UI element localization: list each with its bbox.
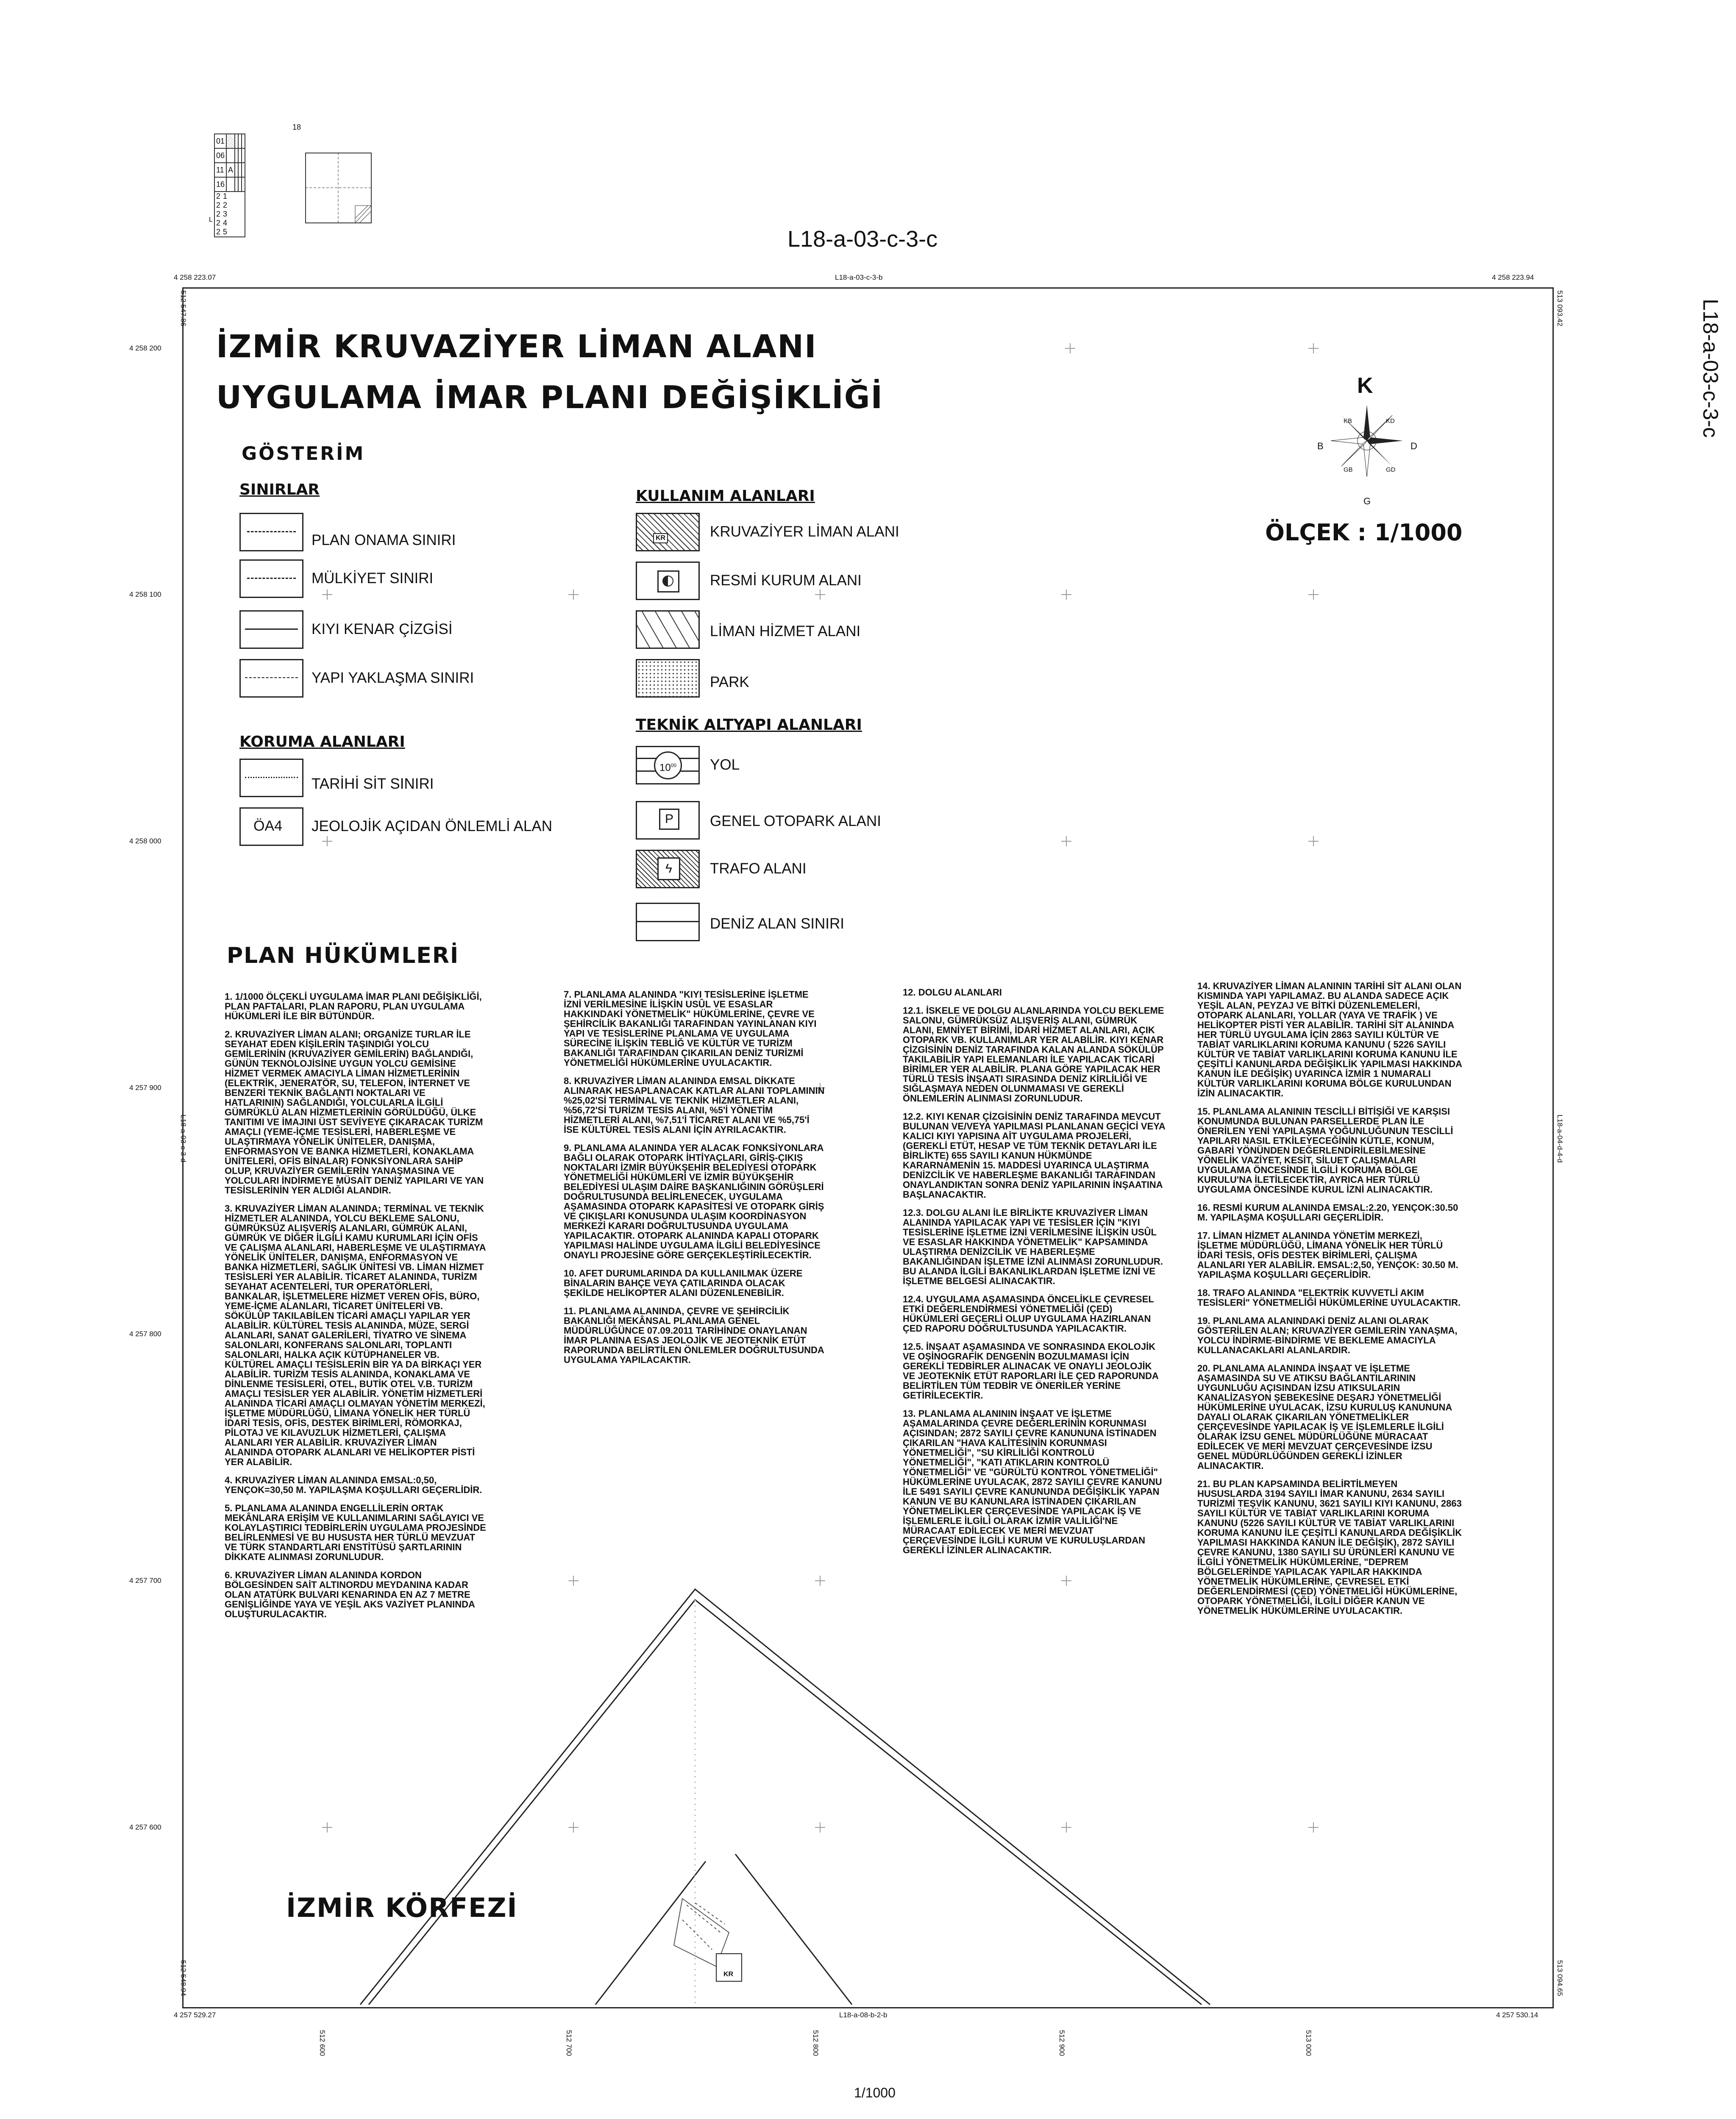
yol-swatch <box>636 746 700 784</box>
hukum-item: 14. KRUVAZİYER LİMAN ALANININ TARİHİ SİT ALANI OLAN KISMINDA YAPI YAPILAMAZ. BU ALANDA SADECE AÇIK YEŞİL ALAN, PEYZAJ VE BİTKİ DÜZENLEMELERİ, OTOPARK ALANLARI, YOLLAR (YAYA VE TRAFİK ) VE HELİKOPTER PİSTİ YER ALABİLİR. TARİHİ SİT ALANINDA HER TÜRLÜ UYGULAMA İÇİN 2863 SAYILI KÜLTÜR VE TABİAT VARLIKLARINI KORUMA KANUNU ( 5226 SAYILI KÜLTÜR VE TABİAT VARLIKLARINI KORUMA KANUNU İLE ÇEŞİTLİ KANUNLARDA DEĞİŞİKLİK YAPILMASI HAKKINDA KANUN İLE DEĞİŞİK) UYARINCA İZMİR 1 NUMARALI KÜLTÜR VARLIKLARINI KORUMA BÖLGE KURULUNDAN İZİN ALINACAKTIR. <box>1197 981 1462 1098</box>
compass-north: K <box>1357 373 1373 398</box>
hukum-column-1 <box>225 992 487 1627</box>
hukum-item: 17. LİMAN HİZMET ALANINDA YÖNETİM MERKEZİ, İŞLETME MÜDÜRLÜĞÜ, LİMANA YÖNELİK HER TÜRLÜ İDARİ TESİS, OFİS DESTEK BİRİMLERİ, ÇALIŞMA ALANLARI YER ALABİLİR. EMSAL:2,50, YENÇOK: 30.50 M. YAPILAŞMA KOŞULLARI GEÇERLİDİR. <box>1197 1230 1458 1280</box>
hukum-item: 10. AFET DURUMLARINDA DA KULLANILMAK ÜZERE BİNALARIN BAHÇE VEYA ÇATILARINDA OLACAK ŞEKİLDE HELİKOPTER ALANI DÜZENLENEBİLİR. <box>564 1268 803 1298</box>
compass <box>1314 373 1420 509</box>
hukum-column-3 <box>903 987 1166 1563</box>
neighbor-bottom: L18-a-08-b-2-b <box>839 2011 887 2019</box>
hukum-item: 12.4. UYGULAMA AŞAMASINDA ÖNCELİKLE ÇEVRESEL ETKİ DEĞERLENDİRMESİ YÖNETMELİĞİ (ÇED) HÜKÜMLERİ GEÇERLİ OLUP UYGULAMA HAZIRLANAN ÇED RAPORU DOĞRULTUSUNDA YAPILACAKTIR. <box>903 1294 1154 1334</box>
hukum-item: 2. KRUVAZİYER LİMAN ALANI; ORGANİZE TURLAR İLE SEYAHAT EDEN KİŞİLERİN TAŞINDIĞI YOLCU GEMİLERİNİN (KRUVAZİYER GEMİLERİN) BAĞLANDIĞI, GÜNÜN TEKNOLOJİSİNE UYGUN YOLCU GEMİSİNE HİZMET VERMEK AMACIYLA LİMAN HİZMETLERİNİN (ELEKTRİK, JENERATÖR, SU, TELEFON, İNTERNET VE BENZERİ TEKNİK BAĞLANTI NOKTALARI VE HATLARININ) SAĞLANDIĞI, YOLCULARLA İLGİLİ GÜMRÜKLÜ ALAN HİZMETLERİNİN GÖRÜLDÜĞÜ, ÜLKE TANITIMI VE İMAJINI ÜST SEVİYEYE ÇIKARACAK TURİZM AMAÇLI (YEME-İÇME TESİSLERİ, HABERLEŞME VE ULAŞTIRMAYA YÖNELİK ÜNİTELER, DANIŞMA, ENFORMASYON VE BANKA HİZMETLERİ, KONAKLAMA ÜNİTELERİ, OFİS BİNALAR) FONKSİYONLARA SAHİP OLUP, KRUVAZİYER GEMİLERİN YANAŞMASINA VE YOLCULARI İNDİRMEYE MÜSAİT DENİZ YAPILARI VE YAN TESİSLERİNİN YER ALDIĞI ALANDIR. <box>225 1029 484 1196</box>
coord-left-top-v: 512 547.86 <box>179 290 187 327</box>
hukum-item: 8. KRUVAZİYER LİMAN ALANINDA EMSAL DİKKATE ALINARAK HESAPLANACAK KATLAR ALANI TOPLAMININ %25,02'Sİ TERMİNAL VE TEKNİK HİZMETLER ALANI, %56,72'Sİ TURİZM TESİS ALANI, %5'İ YÖNETİM HİZMETLERİ ALANI, %7,51'İ TİCARET ALANI VE %5,75'İ İSE KÜLTÜREL TESİS ALANI İÇİN AYRILACAKTIR. <box>564 1076 825 1135</box>
sinirlar-heading: SINIRLAR <box>239 481 320 498</box>
hukum-item: 19. PLANLAMA ALANINDAKİ DENİZ ALANI OLARAK GÖSTERİLEN ALAN; KRUVAZİYER GEMİLERİN YANAŞMA, YOLCU İNDİRME-BİNDİRME VE BEKLEME AMACIYLA KULLANACAKLARI ALANLARDIR. <box>1197 1315 1458 1355</box>
legend-sinir: YAPI YAKLAŞMA SINIRI <box>312 670 474 686</box>
tarihi-sit-swatch <box>239 759 303 797</box>
index-cell: 16 <box>214 177 226 192</box>
northing-label: 4 257 800 <box>129 1330 161 1338</box>
hukum-item: 3. KRUVAZİYER LİMAN ALANINDA; TERMİNAL VE TEKNİK HİZMETLER ALANINDA, YOLCU BEKLEME SALONU, GÜMRÜKSÜZ ALIŞVERİŞ ALANLARI, GÜMRÜK ALANI, GÜMRÜK VE DİĞER İLGİLİ KAMU KURUMLARI İÇİN OFİS VE ÇALIŞMA ALANLARI, HABERLEŞME VE ULAŞTIRMAYA YÖNELİK ÜNİTELER, DANIŞMA, ENFORMASYON VE BANKA HİZMETLERİ, SAĞLIK ÜNİTESİ VB. LİMAN HİZMET TESİSLERİ YER ALABİLİR. TİCARET ALANINDA, TURİZM SEYAHAT ACENTELERİ, TUR OPERATÖRLERİ, BANKALAR, İŞLETMELERE HİZMET VEREN OFİS, BÜRO, YEME-İÇME ALANLARI, TİCARET ÜNİTELERİ VB. SÖKÜLÜP TAKILABİLEN TİCARİ AMAÇLI YAPILAR YER ALABİLİR. KÜLTÜREL TESİS ALANINDA, MÜZE, SERGİ ALANLARI, SANAT GALERİLERİ, TİYATRO VE SİNEMA SALONLARI, KONFERANS SALONLARI, TOPLANTI SALONLARI, HALKA AÇIK KÜTÜPHANELER VB. KÜLTÜREL AMAÇLI TESİSLERİN BİR YA DA BİRKAÇI YER ALABİLİR. TURİZM TESİS ALANINDA, KONAKLAMA VE DİNLENME TESİSLERİ, OTEL, BUTİK OTEL V.B. TURİZM AMAÇLI TESİSLER YER ALABİLİR. YÖNETİM HİZMETLERİ ALANINDA TİCARİ AMAÇLI OLMAYAN YÖNETİM MERKEZİ, İŞLETME MÜDÜRLÜĞÜ, LİMANA YÖNELİK HER TÜRLÜ İDARİ TESİS, OFİS, DESTEK BİRİMLERİ, RÖMORKAJ, PİLOTAJ VE KILAVUZLUK HİZMETLERİ, ÇALIŞMA ALANLARI YER ALABİLİR. KRUVAZİYER LİMAN ALANINDA OTOPARK ALANLARI VE HELİKOPTER PİSTİ YER ALABİLİR. <box>225 1203 486 1467</box>
index-left-label: L <box>209 216 213 223</box>
hukum-item: 18. TRAFO ALANINDA "ELEKTRİK KUVVETLİ AKIM TESİSLERİ" YÖNETMELİĞİ HÜKÜMLERİNE UYULACAKTIR. <box>1197 1288 1461 1308</box>
plan-title-line2: UYGULAMA İMAR PLANI DEĞİŞİKLİĞİ <box>216 379 884 416</box>
legend-teknik: TRAFO ALANI <box>710 860 807 877</box>
index-cell: 21 22 23 24 25 <box>214 192 245 237</box>
northing-label: 4 257 600 <box>129 1823 161 1831</box>
compass-nw: KB <box>1344 417 1352 425</box>
northing-label: 4 257 700 <box>129 1577 161 1585</box>
index-letter: A <box>226 163 235 177</box>
yol-box-label <box>654 751 682 779</box>
jeolojik-swatch <box>239 807 303 846</box>
resmi-kurum-swatch <box>636 562 700 600</box>
easting-label: 513 000 <box>1305 2030 1313 2056</box>
easting-label: 512 800 <box>812 2030 820 2056</box>
hukum-item: 13. PLANLAMA ALANININ İNŞAAT VE İŞLETME AŞAMALARINDA ÇEVRE DEĞERLERİNİN KORUNMASI AÇISINDAN; 2872 SAYILI ÇEVRE KANUNUNA İSTİNADEN ÇIKARILAN "HAVA KALİTESİNİN KORUNMASI YÖNETMELİĞİ", "SU KİRLİLİĞİ KONTROLÜ YÖNETMELİĞİ", "KATI ATIKLARIN KONTROLÜ YÖNETMELİĞİ" VE "GÜRÜLTÜ KONTROL YÖNETMELİĞİ" HÜKÜMLERİNE UYULACAK, 2872 SAYILI ÇEVRE KANUNU İLE 5491 SAYILI ÇEVRE KANUNUNDA DEĞİŞİKLİK YAPAN KANUN VE BU KANUNLARA İSTİNADEN ÇIKARILAN YÖNETMELİKLER ÇERÇEVESİNDE YAPILACAK İŞ VE İŞLEMLERLE İLGİLİ OLARAK İZMİR VALİLİĞİ'NE MÜRACAAT EDİLECEK VE MERİ MEVZUAT ÇERÇEVESİNDE İLGİLİ KURUM VE KURULUŞLARDAN GEREKLİ İZİNLER ALINACAKTIR. <box>903 1408 1162 1555</box>
compass-sw: GB <box>1344 466 1353 473</box>
legend-kullanim: LİMAN HİZMET ALANI <box>710 623 861 640</box>
deniz-alan-swatch <box>636 903 700 941</box>
liman-hizmet-swatch <box>636 610 700 649</box>
scale-bottom: 1/1000 <box>854 2085 896 2100</box>
kullanim-heading: KULLANIM ALANLARI <box>636 487 815 505</box>
mulkiyet-swatch <box>239 559 303 598</box>
legend-teknik: DENİZ ALAN SINIRI <box>710 915 845 932</box>
kr-box-label: KR <box>653 533 668 543</box>
coord-bottom-right: 4 257 530.14 <box>1496 2011 1538 2019</box>
index-cell: 11 <box>214 163 226 177</box>
yapi-yaklasma-swatch <box>239 659 303 698</box>
index-top-number: 18 <box>292 123 301 131</box>
legend-teknik: YOL <box>710 756 740 773</box>
scale-text: ÖLÇEK : 1/1000 <box>1265 519 1463 546</box>
hukum-item: 11. PLANLAMA ALANINDA, ÇEVRE VE ŞEHİRCİLİK BAKANLIĞI MEKÂNSAL PLANLAMA GENEL MÜDÜRLÜĞÜNCE 07.09.2011 TARİHİNDE ONAYLANAN İMAR PLANINA ESAS JEOLOJİK VE JEOTEKNİK ETÜT RAPORUNDA BELİRTİLEN ÖNLEMLER DOĞRULTUSUNDA UYGULAMA YAPILACAKTIR. <box>564 1306 824 1365</box>
hukum-column-4 <box>1197 981 1464 1624</box>
compass-ne: KD <box>1386 417 1395 425</box>
map-label-izmir-korfezi: İZMİR KÖRFEZİ <box>286 1892 518 1923</box>
kruvaziyer-swatch <box>636 513 700 551</box>
easting-label: 512 900 <box>1058 2030 1066 2056</box>
compass-south: G <box>1363 496 1371 506</box>
legend-koruma: TARİHİ SİT SINIRI <box>312 776 434 792</box>
legend-sinir: MÜLKİYET SINIRI <box>312 570 434 587</box>
coord-bottom-left: 4 257 529.27 <box>174 2011 216 2019</box>
legend-koruma: JEOLOJİK AÇIDAN ÖNLEMLİ ALAN <box>312 818 552 834</box>
legend-heading: GÖSTERİM <box>242 443 365 464</box>
hukum-item: 6. KRUVAZİYER LİMAN ALANINDA KORDON BÖLGESİNDEN SAİT ALTINORDU MEYDANINA KADAR OLAN ATATÜRK BULVARI KENARINDA EN AZ 7 METRE GENİŞLİĞİNDE YAYA VE YEŞİL AKS VAZİYET PLANINDA OLUŞTURULACAKTIR. <box>225 1570 475 1619</box>
neighbor-top: L18-a-03-c-3-b <box>835 273 883 281</box>
northing-label: 4 258 100 <box>129 590 161 598</box>
sheet-code-right: L18-a-03-c-3-c <box>1699 299 1722 438</box>
hukum-item: 5. PLANLAMA ALANINDA ENGELLİLERİN ORTAK MEKÂNLARA ERİŞİM VE KULLANIMLARINI SAĞLAYICI VE KOLAYLAŞTIRICI TEDBİRLERİN UYGULAMA PROJESİNDE BELİRLENMESİ VE BU HUSUSTA HER TÜRLÜ MEVZUAT VE TÜRK STANDARTLARI ENSTİTÜSÜ ŞARTLARININ DİKKATE ALINMASI ZORUNLUDUR. <box>225 1503 486 1562</box>
legend-sinir: PLAN ONAMA SINIRI <box>312 532 456 548</box>
coord-left-bottom-v: 512 548.94 <box>179 1960 187 1997</box>
otopark-box-label: P <box>659 809 679 830</box>
northing-label: 4 257 900 <box>129 1084 161 1092</box>
sheet-code-top: L18-a-03-c-3-c <box>787 226 938 252</box>
plan-hukumleri-heading: PLAN HÜKÜMLERİ <box>227 943 459 968</box>
plan-title-line1: İZMİR KRUVAZİYER LİMAN ALANI <box>216 328 817 365</box>
hukum-item: 16. RESMİ KURUM ALANINDA EMSAL:2.20, YENÇOK:30.50 M. YAPILAŞMA KOŞULLARI GEÇERLİDİR. <box>1197 1202 1458 1223</box>
index-cell: 01 <box>214 134 226 148</box>
neighbor-right: L18-a-04-d-4-d <box>1556 1115 1564 1163</box>
legend-sinir: KIYI KENAR ÇİZGİSİ <box>312 621 453 637</box>
hukum-column-2 <box>564 990 826 1373</box>
coord-top-right: 4 258 223.94 <box>1492 273 1534 281</box>
trafo-swatch <box>636 850 700 888</box>
teknik-heading: TEKNİK ALTYAPI ALANLARI <box>636 716 862 734</box>
index-cell: 06 <box>214 148 226 163</box>
legend-kullanim: KRUVAZİYER LİMAN ALANI <box>710 523 899 540</box>
plan-onama-swatch <box>239 513 303 551</box>
hukum-item: 4. KRUVAZİYER LİMAN ALANINDA EMSAL:0,50, YENÇOK=30,50 M. YAPILAŞMA KOŞULLARI GEÇERLİDİR. <box>225 1475 482 1495</box>
coord-right-bottom-v: 513 094.65 <box>1556 1960 1564 1997</box>
kiyi-kenar-swatch <box>239 610 303 649</box>
yol-width: 10 <box>659 762 671 773</box>
legend-kullanim: RESMİ KURUM ALANI <box>710 572 862 589</box>
hukum-item: 12.5. İNŞAAT AŞAMASINDA VE SONRASINDA EKOLOJİK VE OŞİNOGRAFİK DENGENİN BOZULMAMASI İÇİN GEREKLİ TEDBİRLER ALINACAK VE ONAYLI JEOLOJİK VE JEOTEKNİK ETÜT RAPORLARI İLE ÇED RAPORUNDA BELİRTİLEN TÜM TEDBİR VE ÖNERİLER YERİNE GETİRİLECEKTİR. <box>903 1341 1159 1401</box>
neighbor-left: L18-a-03-c-3-d <box>179 1115 187 1162</box>
hukum-item: 21. BU PLAN KAPSAMINDA BELİRTİLMEYEN HUSUSLARDA 3194 SAYILI İMAR KANUNU, 2634 SAYILI TURİZMİ TEŞVİK KANUNU, 3621 SAYILI KIYI KANUNU, 2863 SAYILI KÜLTÜR VE TABİAT VARLIKLARINI KORUMA KANUNU (5226 SAYILI KÜLTÜR VE TABİAT VARLIKLARINI KORUMA KANUNU İLE ÇEŞİTLİ KANUNLARDA DEĞİŞİKLİK YAPILMASI HAKKINDA KANUN İLE DEĞİŞİK), 2872 SAYILI ÇEVRE KANUNU, 1380 SAYILI SU ÜRÜNLERİ KANUNU VE İLGİLİ YÖNETMELİK HÜKÜMLERİNE, "DEPREM BÖLGELERİNDE YAPILACAK YAPILAR HAKKINDA YÖNETMELİK HÜKÜMLERİNE, ÇEVRESEL ETKİ DEĞERLENDİRMESİ (ÇED) YÖNETMELİĞİ HÜKÜMLERİNE, OTOPARK YÖNETMELİĞİ, İLGİLİ DİĞER KANUN VE YÖNETMELİK HÜKÜMLERİNE UYULACAKTIR. <box>1197 1479 1462 1616</box>
otopark-swatch <box>636 801 700 840</box>
hukum-item: 9. PLANLAMA ALANINDA YER ALACAK FONKSİYONLARA BAĞLI OLARAK OTOPARK İHTİYAÇLARI, GİRİŞ-ÇIKIŞ NOKTALARI İZMİR BÜYÜKŞEHİR BELEDİYESİ OTOPARK YÖNETMELİĞİ HÜKÜMLERİ VE İZMİR BÜYÜKŞEHİR BELEDİYESİ ULAŞIM DAİRE BAŞKANLIĞININ GÖRÜŞLERİ DOĞRULTUSUNDA BELİRLENECEK, UYGULAMA AŞAMASINDA OTOPARK KAPASİTESİ VE OTOPARK GİRİŞ VE ÇIKIŞLARI KONUSUNDA ULAŞIM KOORDİNASYON MERKEZİ KARARI DOĞRULTUSUNDA UYGULAMA YAPILACAKTIR. OTOPARK ALANINDA KAPALI OTOPARK YAPILMASI HALİNDE UYGULAMA İLGİLİ BELEDİYESİNCE ONAYLI PROJESİNE GÖRE GERÇEKLEŞTİRİLECEKTİR. <box>564 1143 824 1260</box>
northing-label: 4 258 200 <box>129 344 161 352</box>
northing-label: 4 258 000 <box>129 837 161 845</box>
compass-se: GD <box>1386 466 1396 473</box>
koruma-heading: KORUMA ALANLARI <box>239 733 405 751</box>
compass-east: D <box>1410 441 1417 451</box>
hukum-item: 15. PLANLAMA ALANININ TESCİLLİ BİTİŞİĞİ VE KARŞISI KONUMUNDA BULUNAN PARSELLERDE PLAN İLE ÖNERİLEN YENİ YAPILAŞMA YOĞUNLUĞUNUN TESCİLLİ YAPILARI NASIL ETKİLEYECEĞİNİN KÜTLE, KONUM, GABARİ YÖNÜNDEN DEĞERLENDİRİLEBİLMESİNE YÖNELİK VAZİYET, KESİT, SİLUET ÇALIŞMALARI UYGULAMA ÖNCESİNDE İLGİLİ KORUMA BÖLGE KURULU'NA İLETİLECEKTİR, AYRICA HER TÜRLÜ UYGULAMA ÖNCESİNDE KURUL İZNİ ALINACAKTIR. <box>1197 1106 1453 1195</box>
legend-kullanim: PARK <box>710 674 749 690</box>
hukum-item: 20. PLANLAMA ALANINDA İNŞAAT VE İŞLETME AŞAMASINDA SU VE ATIKSU BAĞLANTILARININ UYGUNLUĞU AÇISINDAN İZSU ATIKSULARIN KANALİZASYON ŞEBEKESİNE DEŞARJ YÖNETMELİĞİ HÜKÜMLERİNE UYULACAK, İZSU KURULUŞ KANUNUNA DAYALI OLARAK ÇIKARILAN YÖNETMELİKLER ÇERÇEVESİNDE YAPILACAK İŞ VE İŞLEMLERLE İLGİLİ OLARAK İZSU GENEL MÜDÜRLÜĞÜNE MÜRACAAT EDİLECEK VE MERİ MEVZUAT ÇERÇEVESİNDE İZSU GENEL MÜDÜRLÜĞÜNDEN GEREKLİ İZİNLER ALINACAKTIR. <box>1197 1363 1452 1471</box>
coord-top-left: 4 258 223.07 <box>174 273 216 281</box>
hukum-item: 12. DOLGU ALANLARI <box>903 987 1002 998</box>
map-kr-symbol: KR <box>723 1971 734 1978</box>
yol-width-sup: 00 <box>670 762 677 768</box>
compass-west: B <box>1317 441 1324 451</box>
legend-teknik: GENEL OTOPARK ALANI <box>710 813 881 829</box>
coord-right-top-v: 513 093.42 <box>1556 290 1564 327</box>
hukum-item: 12.2. KIYI KENAR ÇİZGİSİNİN DENİZ TARAFINDA MEVCUT BULUNAN VE/VEYA YAPILMASI PLANLANAN GEÇİCİ VEYA KALICI KIYI YAPISINA AİT UYGULAMA PROJELERİ, (GEREKLİ ETÜT, HESAP VE TÜM TEKNİK DETAYLARI İLE BİRLİKTE) 655 SAYILI KANUN HÜKMÜNDE KARARNAMENİN 15. MADDESİ UYARINCA ULAŞTIRMA DENİZCİLİK VE HABERLEŞME BAKANLIĞI TARAFINDAN ONAYLANDIKTAN SONRA DENİZ YAPILARININ İNŞAATINA BAŞLANACAKTIR. <box>903 1111 1165 1200</box>
park-swatch <box>636 659 700 698</box>
hukum-item: 12.3. DOLGU ALANI İLE BİRLİKTE KRUVAZİYER LİMAN ALANINDA YAPILACAK YAPI VE TESİSLER İÇİN "KIYI TESİSLERİNE İŞLETME İZNİ VERİLMESİNE İLİŞKİN USÛL VE ESASLAR HAKKINDA YÖNETMELİK" KAPSAMINDA ULAŞTIRMA DENİZCİLİK VE HABERLEŞME BAKANLIĞINDAN İŞLETME İZNİ ALINMASI ZORUNLUDUR. BU ALANDA İLGİLİ BAKANLIKLARDAN İŞLETME İZNİ VE İŞLETME BELGESİ ALINACAKTIR. <box>903 1207 1163 1286</box>
trafo-icon: ϟ <box>657 857 680 880</box>
easting-label: 512 600 <box>318 2030 326 2056</box>
hukum-item: 1. 1/1000 ÖLÇEKLİ UYGULAMA İMAR PLANI DEĞİŞİKLİĞİ, PLAN PAFTALARI, PLAN RAPORU, PLAN UYGULAMA HÜKÜMLERİ İLE BİR BÜTÜNDÜR. <box>225 991 482 1021</box>
hukum-item: 7. PLANLAMA ALANINDA "KIYI TESİSLERİNE İŞLETME İZNİ VERİLMESİNE İLİŞKİN USÛL VE ESASLAR HAKKINDAKİ YÖNETMELİK" HÜKÜMLERİNE, ÇEVRE VE ŞEHİRCİLİK BAKANLIĞI TARAFINDAN YAYINLANAN KIYI YAPI VE TESİSLERİNE PLANLAMA VE UYGULAMA SÜRECİNE İLİŞKİN TEBLİĞ VE KÜLTÜR VE TURİZM BAKANLIĞI TARAFINDAN ÇIKARILAN DENİZ TURİZMİ YÖNETMELİĞİ HÜKÜMLERİNE UYULACAKTIR. <box>564 989 817 1068</box>
easting-label: 512 700 <box>565 2030 573 2056</box>
hukum-item: 12.1. İSKELE VE DOLGU ALANLARINDA YOLCU BEKLEME SALONU, GÜMRÜKSÜZ ALIŞVERİŞ ALANI, GÜMRÜK ALANI, EMNİYET BİRİMİ, İDARİ HİZMET ALANLARI, AÇIK OTOPARK VB. KULLANIMLAR YER ALABİLİR. KIYI KENAR ÇİZGİSİNİN DENİZ TARAFINDA KALAN ALANDA SÖKÜLÜP TAKILABİLİR YAPI ELEMANLARI İLE YAPILACAK TİCARİ BİRİMLER YER ALABİLİR. PLANA GÖRE YAPILACAK HER TÜRLÜ TESİS İNŞAATI SIRASINDA DENİZ KİRLİLİĞİ VE SIĞLAŞMAYA NEDEN OLUNMAMASI VE GEREKLİ ÖNLEMLERİN ALINMASI ZORUNLUDUR. <box>903 1005 1164 1104</box>
jeolojik-box-label: ÖA4 <box>253 818 283 834</box>
